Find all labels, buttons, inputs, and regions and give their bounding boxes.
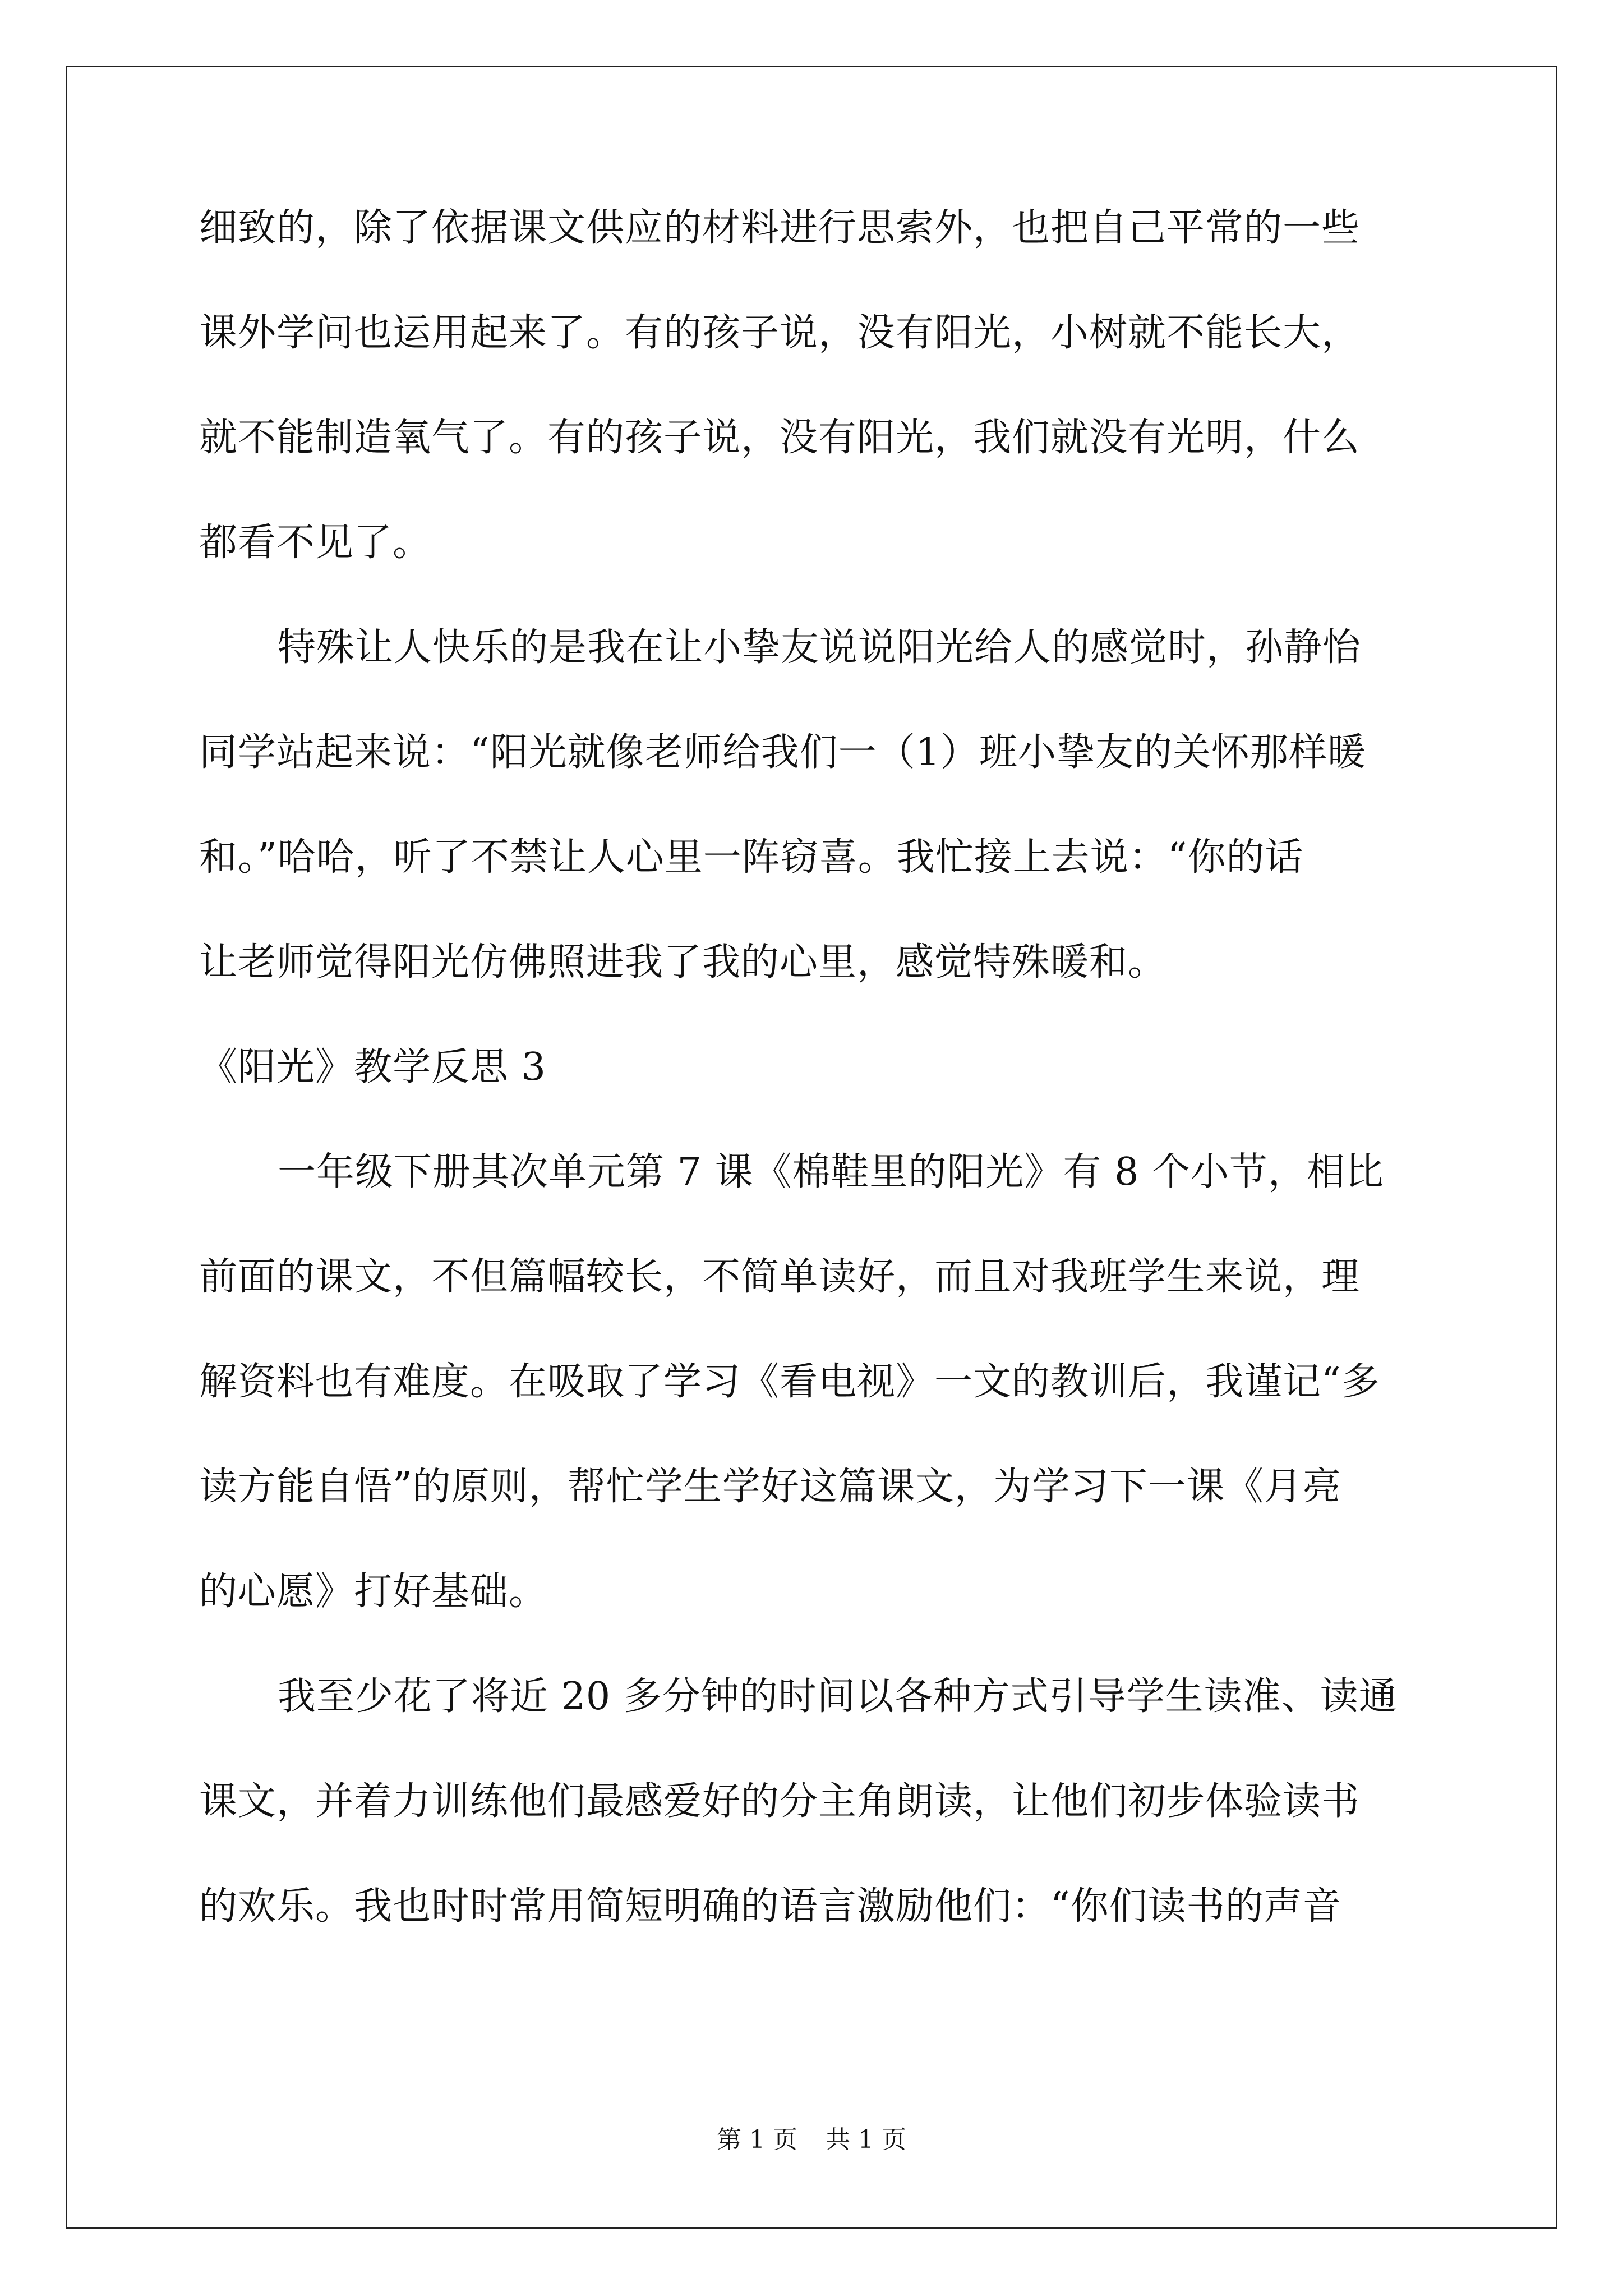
text-line: 和。”哈哈，听了不禁让人心里一阵窃喜。我忙接上去说：“你的话 — [199, 835, 1304, 880]
page-number-current: 第 1 页 — [717, 2125, 797, 2154]
text-line: 细致的，除了依据课文供应的材料进行思索外，也把自己平常的一些 — [199, 206, 1361, 250]
text-line: 让老师觉得阳光仿佛照进我了我的心里，感觉特殊暖和。 — [199, 940, 1167, 984]
text-line: 同学站起来说：“阳光就像老师给我们一（1）班小挚友的关怀那样暖 — [199, 730, 1367, 775]
page-footer — [0, 2123, 1623, 2157]
text-line: 课外学问也运用起来了。有的孩子说，没有阳光，小树就不能长大， — [199, 311, 1361, 355]
paragraph-3 — [199, 1146, 1424, 1618]
paragraph-4 — [199, 1671, 1424, 1933]
text-line: 一年级下册其次单元第 7 课《棉鞋里的阳光》有 8 个小节，相比 — [278, 1150, 1384, 1194]
text-line: 前面的课文，不但篇幅较长，不简单读好，而且对我班学生来说，理 — [199, 1255, 1361, 1299]
page-number-total: 共 1 页 — [826, 2125, 906, 2154]
text-line: 读方能自悟”的原则，帮忙学生学好这篇课文，为学习下一课《月亮 — [199, 1465, 1341, 1509]
text-line: 就不能制造氧气了。有的孩子说，没有阳光，我们就没有光明，什么 — [199, 416, 1361, 460]
text-line: 我至少花了将近 20 多分钟的时间以各种方式引导学生读准、读通 — [278, 1674, 1398, 1719]
text-line: 都看不见了。 — [199, 521, 432, 565]
section-heading — [199, 1041, 1424, 1094]
text-line: 特殊让人快乐的是我在让小挚友说说阳光给人的感觉时，孙静怡 — [278, 625, 1362, 670]
document-body — [199, 202, 1424, 1933]
text-line: 解资料也有难度。在吸取了学习《看电视》一文的教训后，我谨记“多 — [199, 1360, 1380, 1404]
text-line: 的欢乐。我也时时常用简短明确的语言激励他们：“你们读书的声音 — [199, 1884, 1341, 1929]
text-line: 的心愿》打好基础。 — [199, 1570, 548, 1614]
text-line: 课文，并着力训练他们最感爱好的分主角朗读，让他们初步体验读书 — [199, 1779, 1361, 1824]
paragraph-1 — [199, 202, 1424, 569]
heading-text: 《阳光》教学反思 3 — [199, 1045, 546, 1089]
paragraph-2 — [199, 622, 1424, 989]
